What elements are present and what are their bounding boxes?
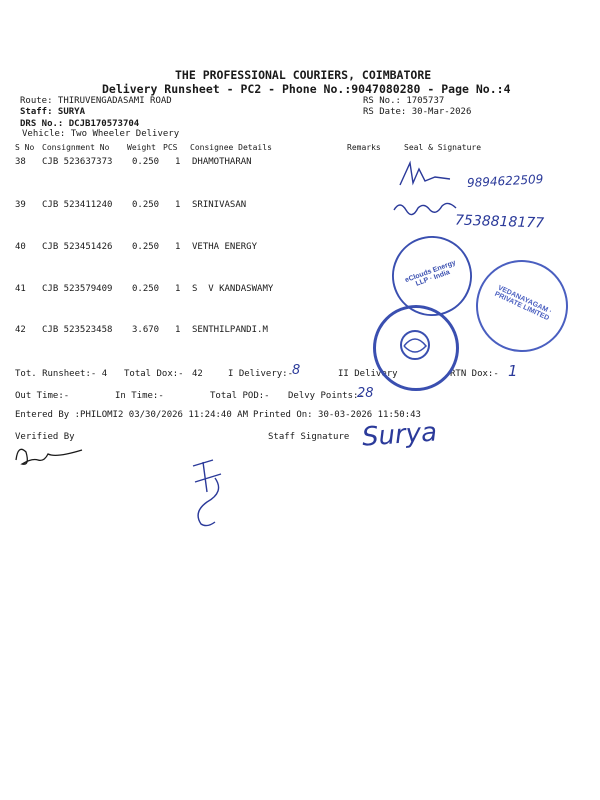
verified-signature	[12, 440, 87, 470]
out-time-label: Out Time:-	[15, 391, 70, 401]
row-weight: 3.670	[132, 325, 160, 335]
scribble-mark	[185, 452, 235, 532]
entered-by: Entered By :PHILOMI2 03/30/2026 11:24:40 AM	[15, 410, 248, 420]
row-sno: 41	[15, 284, 26, 294]
eclouds-stamp-text: eClouds Energy LLP · India	[404, 259, 457, 288]
row-consignee: DHAMOTHARAN	[192, 157, 252, 167]
row-pcs: 1	[175, 200, 181, 210]
i-delivery-label: I Delivery:-	[228, 369, 294, 379]
printed-on: Printed On: 30-03-2026 11:50:43	[253, 410, 421, 420]
total-dox-value: 42	[192, 369, 203, 379]
row-consignee: SENTHILPANDI.M	[192, 325, 268, 335]
vedanayagam-company-stamp	[461, 245, 583, 367]
in-time-label: In Time:-	[115, 391, 164, 401]
staff-signature-label: Staff Signature	[268, 432, 350, 442]
row-consignee: VETHA ENERGY	[192, 242, 258, 252]
row-consignment: CJB 523411240	[42, 200, 113, 210]
row-sno: 40	[15, 242, 26, 252]
row-consignment: CJB 523637373	[42, 157, 113, 167]
company-title: THE PROFESSIONAL COURIERS, COIMBATORE	[175, 68, 432, 82]
signature-row-39	[390, 196, 460, 222]
col-pcs: PCS	[163, 143, 178, 152]
row-consignee: S V KANDASWAMY	[192, 284, 274, 294]
row-weight: 0.250	[132, 200, 160, 210]
row-pcs: 1	[175, 325, 181, 335]
col-weight: Weight	[127, 143, 156, 152]
route-label: Route: THIRUVENGADASAMI ROAD	[20, 96, 172, 106]
row-consignment: CJB 523523458	[42, 325, 113, 335]
row-pcs: 1	[175, 284, 181, 294]
handwritten-phone-2: 7538818177	[454, 212, 545, 232]
seal-emblem-icon	[398, 328, 432, 362]
row-sno: 42	[15, 325, 26, 335]
row-pcs: 1	[175, 157, 181, 167]
rtn-dox-label: RTN Dox:-	[450, 369, 499, 379]
row-sno: 39	[15, 200, 26, 210]
row-consignment: CJB 523579409	[42, 284, 113, 294]
col-consignment: Consignment No	[42, 143, 110, 152]
tot-runsheet: Tot. Runsheet:- 4	[15, 369, 108, 379]
row-sno: 38	[15, 157, 26, 167]
verified-by-label: Verified By	[15, 432, 75, 442]
col-sno: S No	[15, 143, 35, 152]
handwritten-delvy-points: 28	[357, 386, 374, 401]
col-seal-signature: Seal & Signature	[404, 143, 482, 152]
row-weight: 0.250	[132, 157, 160, 167]
staff-label: Staff: SURYA	[20, 107, 86, 117]
vehicle-label: Vehicle: Two Wheeler Delivery	[22, 129, 180, 139]
row-consignee: SRINIVASAN	[192, 200, 247, 210]
rs-date: RS Date: 30-Mar-2026	[363, 107, 472, 117]
vedanayagam-stamp-text: VEDANAYAGAM · PRIVATE LIMITED	[493, 284, 553, 323]
drs-label: DRS No.: DCJB170573704	[20, 119, 140, 129]
round-seal-stamp	[373, 305, 459, 391]
col-remarks: Remarks	[347, 143, 381, 152]
handwritten-phone-1: 9894622509	[466, 172, 544, 190]
row-weight: 0.250	[132, 284, 160, 294]
handwritten-i-delivery: 8	[292, 363, 301, 378]
row-pcs: 1	[175, 242, 181, 252]
runsheet-subtitle: Delivery Runsheet - PC2 - Phone No.:9047080280 - Page No.:4	[102, 82, 511, 96]
row-weight: 0.250	[132, 242, 160, 252]
total-dox-label: Total Dox:-	[124, 369, 184, 379]
row-consignment: CJB 523451426	[42, 242, 113, 252]
ii-delivery-label: II Delivery	[338, 369, 398, 379]
total-pod-label: Total POD:-	[210, 391, 270, 401]
rs-no: RS No.: 1705737	[363, 96, 445, 106]
col-consignee: Consignee Details	[190, 143, 272, 152]
delvy-points-label: Delvy Points:-	[288, 391, 364, 401]
handwritten-rtn: 1	[508, 362, 518, 380]
signature-row-38	[395, 157, 455, 191]
staff-handwritten-signature: Surya	[361, 417, 438, 453]
